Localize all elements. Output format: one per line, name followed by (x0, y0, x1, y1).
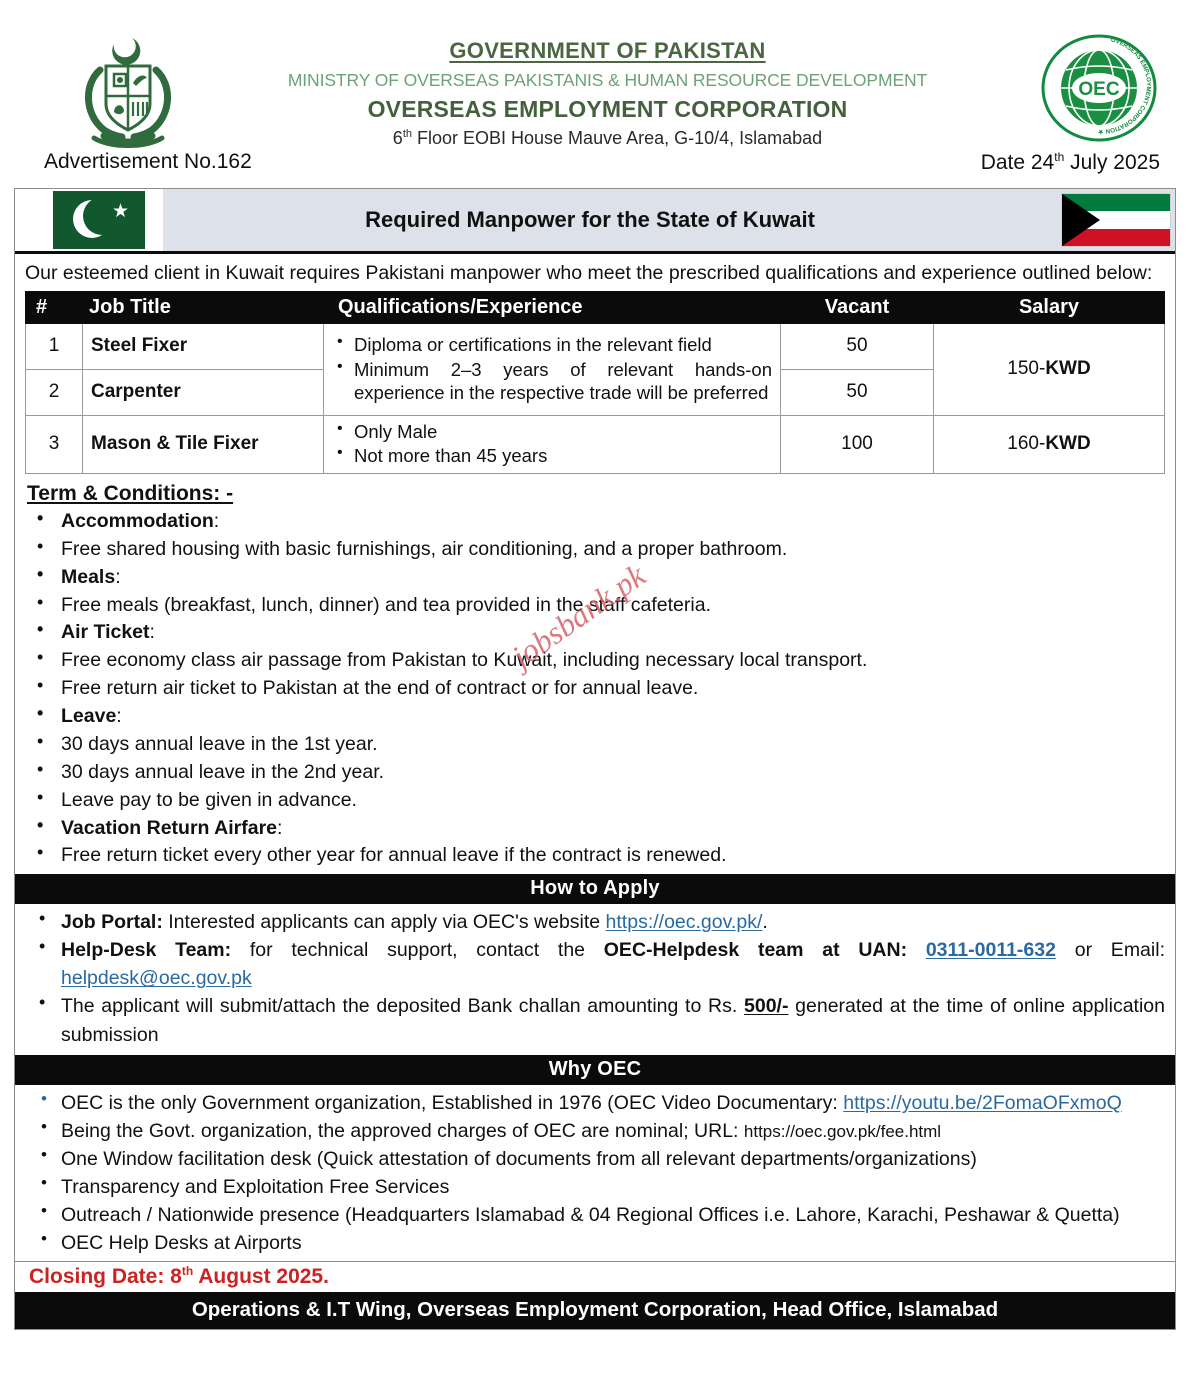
job-portal-suffix: . (762, 911, 768, 934)
oec-fee-url: https://oec.gov.pk/fee.html (743, 1121, 942, 1141)
row-number: 2 (26, 369, 83, 415)
oec-globe-logo-icon (1040, 32, 1158, 144)
closing-date (29, 1265, 329, 1288)
term-heading-air-ticket (25, 619, 1165, 647)
column-header-number: # (26, 291, 83, 323)
salary-currency: KWD (1045, 358, 1091, 380)
why-item-2-text: Being the Govt. organization, the approved charges of OEC are nominal; URL: (61, 1119, 744, 1142)
why-oec-list (25, 1089, 1165, 1257)
svg-text:OEC: OEC (1078, 79, 1120, 100)
advertisement-meta-row (0, 150, 1190, 182)
address-floor-number: 6 (392, 127, 403, 148)
how-to-apply-section (15, 904, 1175, 1054)
job-title: Mason & Tile Fixer (83, 415, 324, 473)
term-label: Leave (61, 705, 117, 727)
pakistan-state-emblem-icon (70, 26, 186, 150)
terms-list (25, 508, 1165, 870)
help-desk-text: for technical support, contact the (231, 939, 604, 962)
challan-prefix: The applicant will submit/attach the deposited Bank challan amounting to Rs. (61, 995, 744, 1018)
date-rest: July 2025 (1064, 151, 1160, 174)
advertisement-body (14, 188, 1176, 1330)
why-item-established (25, 1089, 1165, 1117)
help-desk-mid: or Email: (1055, 939, 1165, 962)
qualification-item: • Minimum 2–3 years of relevant hands-on experience in the respective trade will be preferred (352, 358, 772, 405)
table-row (26, 323, 1165, 369)
challan-suffix: generated at the time of online application submission (61, 995, 1165, 1046)
qualifications-cell-group-1 (324, 323, 781, 415)
advertisement-number: Advertisement No.162 (44, 150, 252, 173)
row-number: 1 (26, 323, 83, 369)
apply-list (25, 908, 1165, 1048)
why-item-transparency: • Transparency and Exploitation Free Services (25, 1173, 1165, 1201)
date-ordinal-suffix: th (1054, 150, 1065, 164)
row-number: 3 (26, 415, 83, 473)
term-item: • 30 days annual leave in the 1st year. (25, 731, 1165, 759)
column-header-vacant: Vacant (781, 291, 934, 323)
date-prefix: Date 24 (980, 151, 1055, 174)
job-title: Steel Fixer (83, 323, 324, 369)
closing-date-rest: August 2025. (193, 1265, 329, 1289)
help-desk-email-link[interactable]: helpdesk@oec.gov.pk (61, 967, 252, 990)
terms-title: Term & Conditions: - (27, 481, 234, 505)
term-item: • Free economy class air passage from Pakistan to Kuwait, including necessary local transport. (25, 647, 1165, 675)
kuwait-manpower-banner (15, 189, 1175, 254)
term-colon: : (149, 621, 155, 644)
term-item: • Free shared housing with basic furnishings, air conditioning, and a proper bathroom. (25, 536, 1165, 564)
vacancy-count: 50 (781, 323, 934, 369)
svg-text:OVERSEAS EMPLOYMENT CORPORATIO: OVERSEAS EMPLOYMENT CORPORATION ★ (1097, 36, 1152, 136)
qualifications-list-2 (332, 420, 772, 468)
kuwait-black-trapezoid (1062, 194, 1100, 246)
term-heading-vacation-return-airfare (25, 815, 1165, 843)
watermark: jobsbank.pk (505, 556, 652, 675)
term-colon: : (213, 509, 220, 532)
term-colon: : (116, 705, 122, 727)
job-portal-text: Interested applicants can apply via OEC's website (162, 911, 606, 934)
why-item-help-desks: • OEC Help Desks at Airports (25, 1229, 1165, 1257)
help-desk-label: Help-Desk Team: (61, 939, 232, 962)
pakistan-flag-icon (53, 191, 145, 249)
salary-amount: 160- (1007, 433, 1046, 455)
ministry-title: MINISTRY OF OVERSEAS PAKISTANIS & HUMAN RESOURCE DEVELOPMENT (287, 69, 928, 90)
oec-website-link[interactable]: https://oec.gov.pk/ (605, 911, 763, 934)
why-item-one-window: • One Window facilitation desk (Quick attestation of documents from all relevant departments/organizations) (25, 1145, 1165, 1173)
qualifications-list-1 (332, 333, 772, 404)
term-item: • Free return air ticket to Pakistan at the end of contract or for annual leave. (25, 675, 1165, 703)
job-vacancies-table (25, 291, 1165, 474)
apply-item-job-portal (25, 908, 1165, 936)
apply-item-bank-challan (25, 992, 1165, 1048)
term-colon: : (115, 565, 121, 588)
term-label: Vacation Return Airfare (61, 816, 278, 839)
table-header-row (26, 291, 1165, 323)
salary-value (934, 323, 1165, 415)
corporation-title: OVERSEAS EMPLOYMENT CORPORATION (367, 96, 848, 123)
challan-amount: 500/- (744, 995, 789, 1018)
document-header (0, 0, 1190, 150)
term-label: Air Ticket (61, 621, 150, 644)
term-label: Meals (61, 565, 116, 588)
address-rest: Floor EOBI House Mauve Area, G-10/4, Islamabad (412, 127, 823, 148)
apply-item-help-desk (25, 936, 1165, 992)
column-header-salary: Salary (934, 291, 1165, 323)
term-item: • Leave pay to be given in advance. (25, 787, 1165, 815)
why-oec-section (15, 1085, 1175, 1261)
term-heading-meals (25, 564, 1165, 592)
job-portal-label: Job Portal: (61, 911, 163, 934)
term-label: Accommodation (61, 509, 214, 532)
column-header-job-title: Job Title (83, 291, 324, 323)
why-item-charges (25, 1117, 1165, 1145)
advertisement-date (981, 150, 1160, 175)
closing-date-row (15, 1261, 1175, 1292)
how-to-apply-bar: How to Apply (15, 874, 1175, 904)
job-title: Carpenter (83, 369, 324, 415)
closing-date-ordinal: th (181, 1264, 194, 1279)
term-heading-leave (25, 703, 1165, 731)
oec-video-documentary-link[interactable]: https://youtu.be/2FomaOFxmoQ (843, 1091, 1122, 1114)
closing-date-label: Closing Date: 8 (29, 1265, 182, 1289)
why-item-outreach: • Outreach / Nationwide presence (Headquarters Islamabad & 04 Regional Offices i.e. Lahore, Karachi, Peshawar & Quetta) (25, 1201, 1165, 1229)
qualification-item: • Only Male (352, 420, 772, 443)
term-heading-accommodation (25, 508, 1165, 536)
qualification-item: • Diploma or certifications in the relevant field (352, 333, 772, 356)
qualification-item: • Not more than 45 years (352, 444, 772, 467)
term-item: • Free return ticket every other year for annual leave if the contract is renewed. (25, 842, 1165, 870)
salary-value (934, 415, 1165, 473)
vacancy-count: 100 (781, 415, 934, 473)
footer-bar: Operations & I.T Wing, Overseas Employment Corporation, Head Office, Islamabad (15, 1292, 1175, 1329)
column-header-qualifications: Qualifications/Experience (324, 291, 781, 323)
banner-title: Required Manpower for the State of Kuwait (365, 207, 815, 232)
kuwait-flag-container (1057, 189, 1175, 251)
why-oec-bar: Why OEC (15, 1055, 1175, 1085)
government-title: GOVERNMENT OF PAKISTAN (449, 38, 766, 63)
vacancy-count: 50 (781, 369, 934, 415)
terms-and-conditions-section (15, 474, 1175, 874)
help-desk-uan-link[interactable]: 0311-0011-632 (925, 939, 1056, 962)
kuwait-flag-icon (1061, 193, 1171, 247)
table-row (26, 415, 1165, 473)
salary-currency: KWD (1045, 433, 1091, 455)
star-glyph: ★ (111, 201, 129, 222)
term-colon: : (277, 816, 283, 839)
pakistan-flag-container (15, 189, 163, 251)
qualifications-cell-group-2 (324, 415, 781, 473)
term-item: • 30 days annual leave in the 2nd year. (25, 759, 1165, 787)
salary-amount: 150- (1007, 358, 1046, 380)
help-desk-uan-label: OEC-Helpdesk team at UAN: (603, 939, 908, 962)
term-item: • Free meals (breakfast, lunch, dinner) and tea provided in the staff cafeteria. (25, 592, 1165, 620)
why-item-1-text: OEC is the only Government organization, Established in 1976 (OEC Video Documentary: (61, 1091, 844, 1114)
intro-paragraph: Our esteemed client in Kuwait requires Pakistani manpower who meet the prescribed qualifications and experience outlined below: (25, 262, 1153, 284)
office-address (200, 128, 1015, 149)
header-title-block (200, 38, 1015, 148)
address-ordinal-suffix: th (402, 127, 412, 140)
